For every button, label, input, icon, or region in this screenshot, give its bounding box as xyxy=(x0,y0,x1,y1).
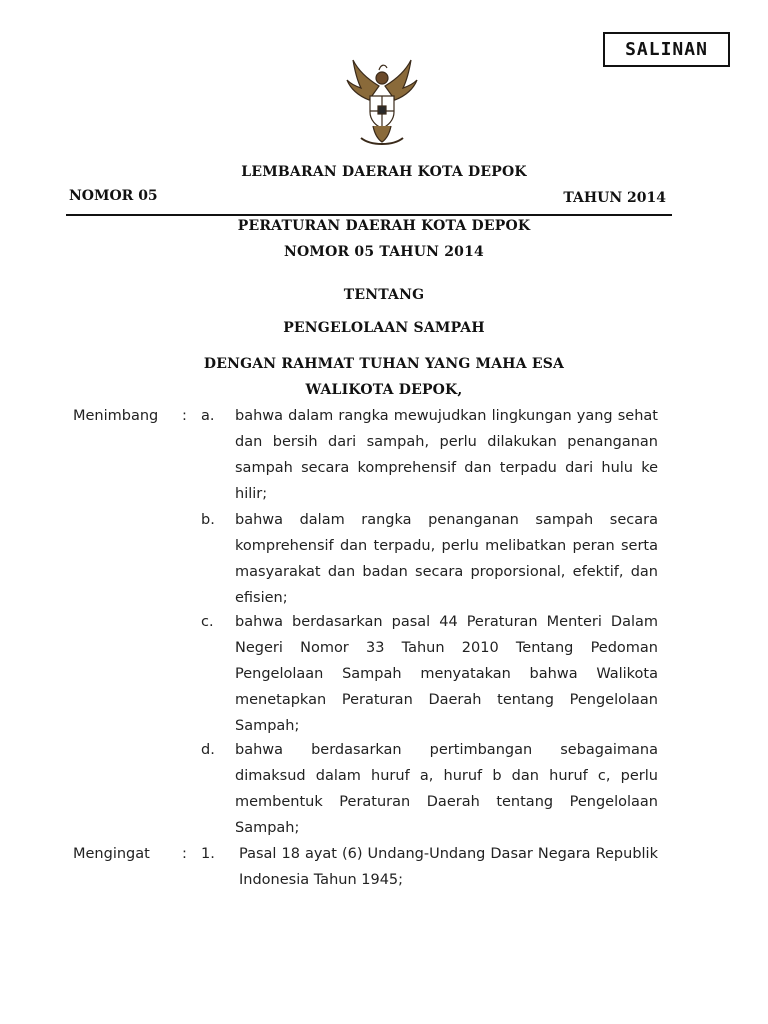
remembering-item-1: Pasal 18 ayat (6) Undang-Undang Dasar Negara Republik Indonesia Tahun 1945; xyxy=(239,846,658,888)
remembering-label: Mengingat xyxy=(73,846,150,862)
considering-label: Menimbang xyxy=(73,408,159,424)
regulation-number: NOMOR 05 TAHUN 2014 xyxy=(284,244,484,260)
gazette-number: NOMOR 05 xyxy=(69,188,158,204)
considering-item-c: bahwa berdasarkan pasal 44 Peraturan Menteri Dalam Negeri Nomor 33 Tahun 2010 Tentang Pedoman Pengelolaan Sampah menyatakan bahwa Walikota menetapkan Peraturan Daerah tentang Pengelolaan Sampah; xyxy=(235,614,658,734)
regulation-subject: PENGELOLAAN SAMPAH xyxy=(283,320,485,336)
gazette-year: TAHUN 2014 xyxy=(563,190,666,206)
considering-marker-c: c. xyxy=(201,614,214,630)
considering-colon: : xyxy=(182,408,187,424)
issuer: WALIKOTA DEPOK, xyxy=(305,382,463,398)
considering-marker-d: d. xyxy=(201,742,215,758)
considering-item-a: bahwa dalam rangka mewujudkan lingkungan yang sehat dan bersih dari sampah, perlu dilakukan penanganan sampah secara komprehensif dan terpadu dari hulu ke hilir; xyxy=(235,408,658,502)
regulation-title: PERATURAN DAERAH KOTA DEPOK xyxy=(237,218,531,234)
invocation: DENGAN RAHMAT TUHAN YANG MAHA ESA xyxy=(203,356,565,372)
remembering-marker-1: 1. xyxy=(201,846,215,862)
considering-item-d: bahwa berdasarkan pertimbangan sebagaimana dimaksud dalam huruf a, huruf b dan huruf c, perlu membentuk Peraturan Daerah tentang Pengelolaan Sampah; xyxy=(235,742,658,836)
considering-marker-b: b. xyxy=(201,512,215,528)
regulation-about: TENTANG xyxy=(343,287,425,303)
remembering-colon: : xyxy=(182,846,187,862)
considering-marker-a: a. xyxy=(201,408,215,424)
garuda-emblem-icon xyxy=(343,56,421,148)
considering-item-b: bahwa dalam rangka penanganan sampah secara komprehensif dan terpadu, perlu melibatkan peran serta masyarakat dan badan secara proporsional, efektif, dan efisien; xyxy=(235,512,658,606)
header-divider xyxy=(66,214,672,216)
gazette-title: LEMBARAN DAERAH KOTA DEPOK xyxy=(241,164,527,180)
salinan-stamp: SALINAN xyxy=(603,32,730,67)
